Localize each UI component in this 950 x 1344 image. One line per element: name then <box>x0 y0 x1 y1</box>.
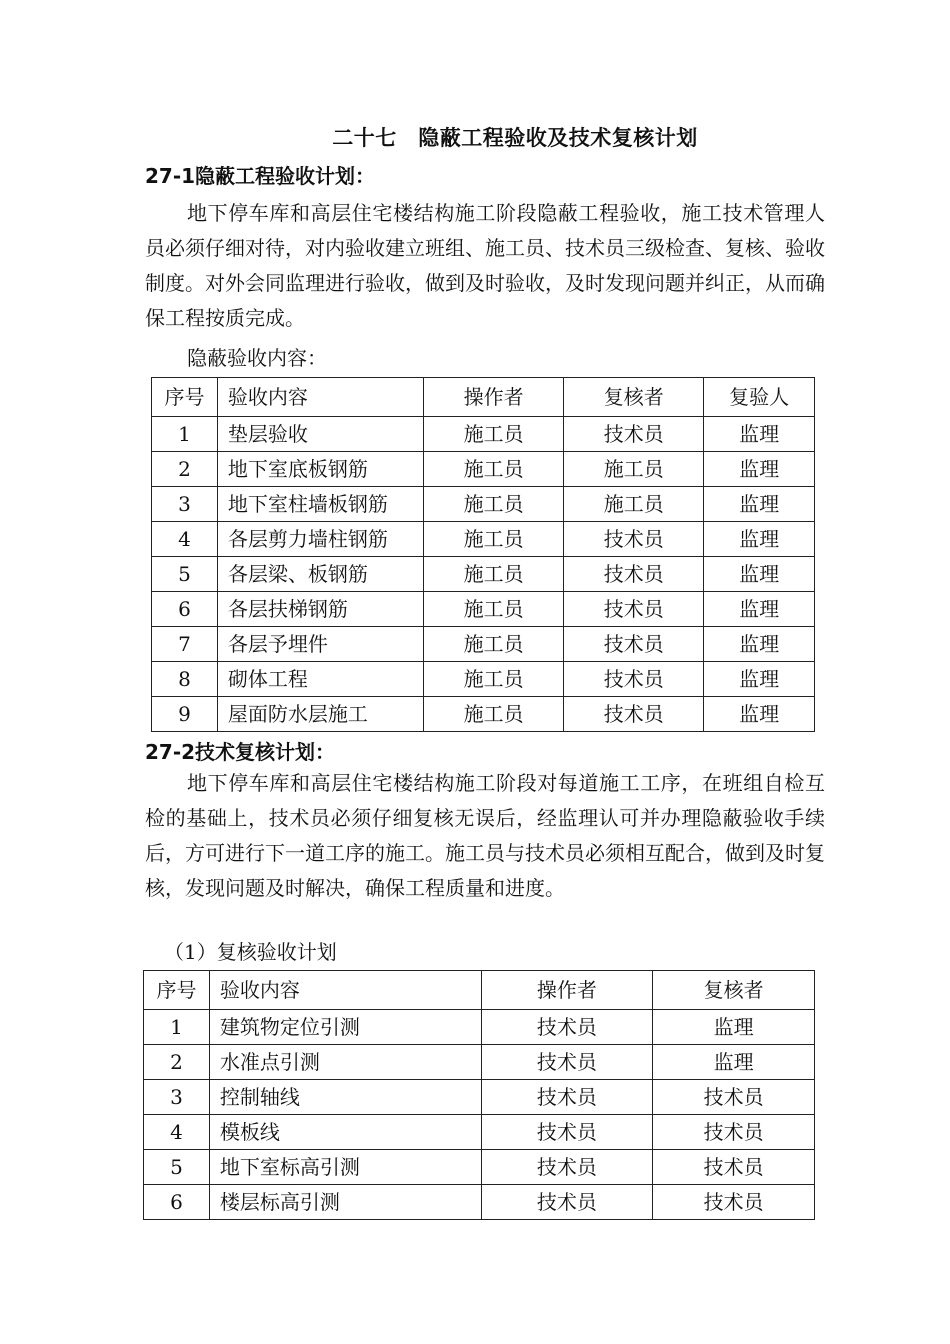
table-row <box>152 522 815 557</box>
table-row <box>152 452 815 487</box>
table-cell: 技术员 <box>564 627 704 662</box>
table-cell: 水准点引测 <box>209 1045 481 1080</box>
column-header: 序号 <box>144 971 210 1010</box>
table-cell: 监理 <box>704 487 815 522</box>
table-cell: 1 <box>144 1010 210 1045</box>
table-cell: 施工员 <box>423 487 564 522</box>
section-1-heading: 27-1隐蔽工程验收计划： <box>145 164 376 188</box>
table-cell: 施工员 <box>564 452 704 487</box>
section-2-heading: 27-2技术复核计划： <box>145 740 336 764</box>
table-cell: 地下室底板钢筋 <box>217 452 423 487</box>
table-cell: 施工员 <box>564 487 704 522</box>
table-cell: 7 <box>152 627 218 662</box>
table-cell: 建筑物定位引测 <box>209 1010 481 1045</box>
table-cell: 地下室标高引测 <box>209 1150 481 1185</box>
table-cell: 监理 <box>704 522 815 557</box>
table-header-row <box>152 378 815 417</box>
table-cell: 6 <box>144 1185 210 1220</box>
table-cell: 5 <box>144 1150 210 1185</box>
table-cell: 施工员 <box>423 417 564 452</box>
table-cell: 2 <box>144 1045 210 1080</box>
table-cell: 技术员 <box>564 522 704 557</box>
table-cell: 技术员 <box>481 1080 653 1115</box>
table-cell: 施工员 <box>423 697 564 732</box>
table-cell: 6 <box>152 592 218 627</box>
table-cell: 技术员 <box>564 697 704 732</box>
table-cell: 4 <box>152 522 218 557</box>
table-cell: 技术员 <box>564 417 704 452</box>
table-cell: 各层扶梯钢筋 <box>217 592 423 627</box>
table-cell: 各层剪力墙柱钢筋 <box>217 522 423 557</box>
table-cell: 施工员 <box>423 662 564 697</box>
section-1-table-label: 隐蔽验收内容： <box>187 346 327 370</box>
table-cell: 模板线 <box>209 1115 481 1150</box>
table-row <box>144 1010 815 1045</box>
page-title: 二十七 隐蔽工程验收及技术复核计划 <box>332 125 698 150</box>
table-cell: 监理 <box>704 592 815 627</box>
table-cell: 技术员 <box>481 1150 653 1185</box>
table-row <box>144 1080 815 1115</box>
table-cell: 2 <box>152 452 218 487</box>
table-cell: 4 <box>144 1115 210 1150</box>
table-cell: 技术员 <box>653 1080 815 1115</box>
table-cell: 技术员 <box>653 1150 815 1185</box>
table-row <box>144 1115 815 1150</box>
table-cell: 各层予埋件 <box>217 627 423 662</box>
table-row <box>144 1045 815 1080</box>
table-cell: 砌体工程 <box>217 662 423 697</box>
table-cell: 监理 <box>704 697 815 732</box>
section-2-table-label: （1）复核验收计划 <box>164 940 337 964</box>
column-header: 序号 <box>152 378 218 417</box>
column-header: 操作者 <box>423 378 564 417</box>
table-cell: 技术员 <box>481 1185 653 1220</box>
table-cell: 监理 <box>653 1010 815 1045</box>
table-row <box>152 697 815 732</box>
table-cell: 楼层标高引测 <box>209 1185 481 1220</box>
table-cell: 技术员 <box>653 1185 815 1220</box>
table-cell: 监理 <box>704 627 815 662</box>
table-row <box>152 662 815 697</box>
column-header: 验收内容 <box>217 378 423 417</box>
column-header: 验收内容 <box>209 971 481 1010</box>
review-plan-table <box>143 970 815 1220</box>
table-row <box>144 1150 815 1185</box>
table-cell: 技术员 <box>481 1045 653 1080</box>
section-1-paragraph: 地下停车库和高层住宅楼结构施工阶段隐蔽工程验收，施工技术管理人员必须仔细对待，对内验收建立班组、施工员、技术员三级检查、复核、验收制度。对外会同监理进行验收，做到及时验收，及时发现问题并纠正，从而确保工程按质完成。 <box>145 201 825 330</box>
table-cell: 监理 <box>704 557 815 592</box>
column-header: 复验人 <box>704 378 815 417</box>
table-cell: 8 <box>152 662 218 697</box>
table-cell: 垫层验收 <box>217 417 423 452</box>
column-header: 复核者 <box>653 971 815 1010</box>
table-cell: 监理 <box>704 662 815 697</box>
table-cell: 技术员 <box>564 662 704 697</box>
table-cell: 地下室柱墙板钢筋 <box>217 487 423 522</box>
section-2-paragraph: 地下停车库和高层住宅楼结构施工阶段对每道施工工序，在班组自检互检的基础上，技术员必须仔细复核无误后，经监理认可并办理隐蔽验收手续后，方可进行下一道工序的施工。施工员与技术员必须相互配合，做到及时复核，发现问题及时解决，确保工程质量和进度。 <box>145 771 825 900</box>
table-cell: 3 <box>152 487 218 522</box>
table-cell: 施工员 <box>423 522 564 557</box>
table-row <box>152 557 815 592</box>
table-header-row <box>144 971 815 1010</box>
table-cell: 控制轴线 <box>209 1080 481 1115</box>
table-cell: 各层梁、板钢筋 <box>217 557 423 592</box>
column-header: 复核者 <box>564 378 704 417</box>
table-cell: 施工员 <box>423 557 564 592</box>
table-row <box>144 1185 815 1220</box>
table-row <box>152 627 815 662</box>
table-cell: 施工员 <box>423 452 564 487</box>
table-cell: 技术员 <box>481 1010 653 1045</box>
table-row <box>152 487 815 522</box>
table-cell: 技术员 <box>564 592 704 627</box>
table-cell: 监理 <box>704 452 815 487</box>
table-cell: 3 <box>144 1080 210 1115</box>
table-cell: 施工员 <box>423 592 564 627</box>
table-cell: 技术员 <box>564 557 704 592</box>
table-cell: 5 <box>152 557 218 592</box>
table-cell: 技术员 <box>653 1115 815 1150</box>
table-cell: 屋面防水层施工 <box>217 697 423 732</box>
table-cell: 9 <box>152 697 218 732</box>
table-cell: 施工员 <box>423 627 564 662</box>
table-row <box>152 592 815 627</box>
table-cell: 监理 <box>653 1045 815 1080</box>
table-cell: 监理 <box>704 417 815 452</box>
table-cell: 1 <box>152 417 218 452</box>
concealed-works-table <box>151 377 815 732</box>
table-row <box>152 417 815 452</box>
column-header: 操作者 <box>481 971 653 1010</box>
table-cell: 技术员 <box>481 1115 653 1150</box>
